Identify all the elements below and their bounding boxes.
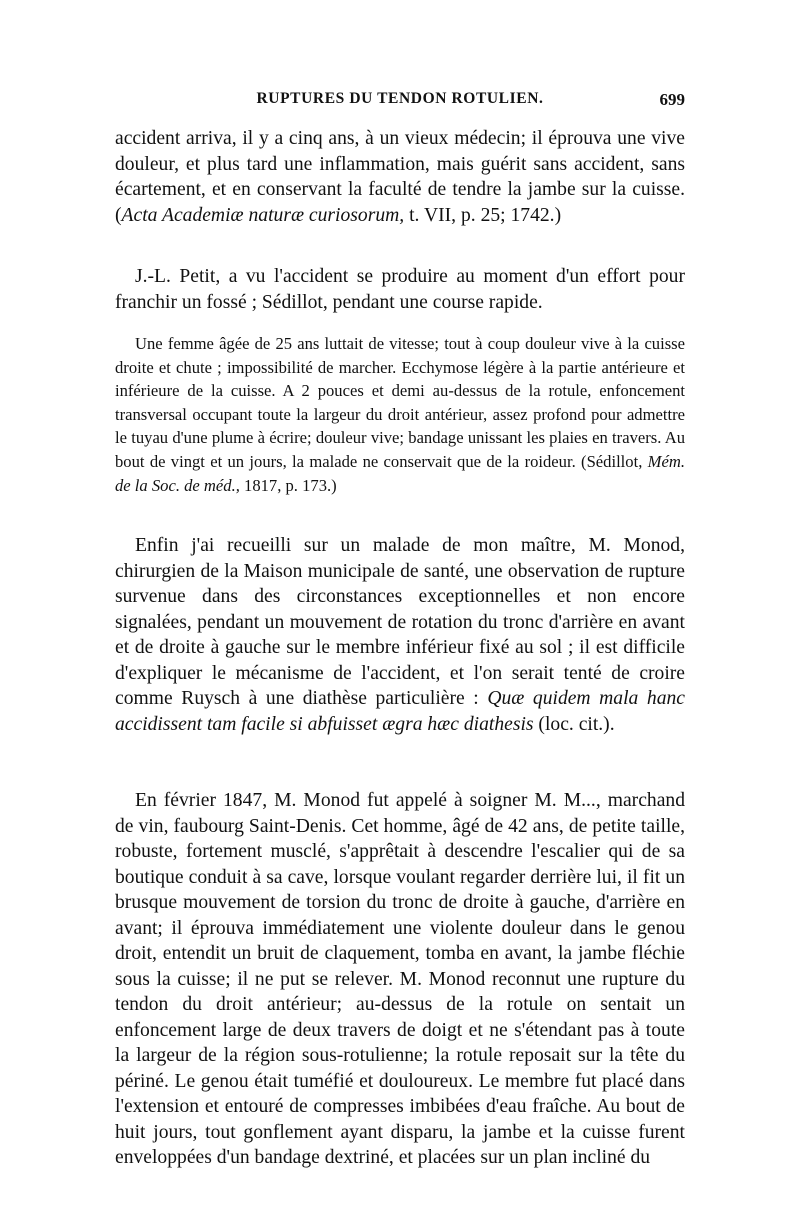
citation-italic: Mém. de la Soc. de méd., — [115, 451, 685, 495]
paragraph-text: Une femme âgée de 25 ans luttait de vitesse; tout à coup douleur vive à la cuisse droite et chute ; impossibilité de marcher. Ecchymose légère à la partie antérieure et inférieure de la cuisse. A 2 pouces et demi au-dessus de la rotule, enfoncement transversal occupant toute la largeur du droit antérieur, assez profond pour admettre le tuyau d'une plume à écrire; douleur vive; bandage unissant les plaies en travers. Au bout de vingt et un jours, la malade ne conservait que de la roideur. (Sédillot, — [115, 334, 685, 471]
paragraph-text: Enfin j'ai recueilli sur un malade de mon maître, M. Monod, chirurgien de la Maison municipale de santé, une observation de rupture survenue dans des circonstances exceptionnelles et non encore signalées, pendant un mouvement de rotation du tronc d'arrière en avant et de droite à gauche sur le membre inférieur fixé au sol ; il est difficile d'expliquer le mécanisme de l'accident, et l'on serait tenté de croire comme Ruysch à une diathèse particulière : — [115, 535, 685, 709]
page-number: 699 — [659, 90, 685, 109]
running-head: RUPTURES DU TENDON ROTULIEN. — [256, 90, 544, 107]
paragraph-text: accident arriva, il y a cinq ans, à un vieux médecin; il éprouva une vive douleur, et plus tard une inflammation, mais guérit sans accident, sans écartement, et en conservant la faculté de tendre la jambe sur la cuisse. ( — [115, 128, 685, 226]
paragraph-petit — [115, 264, 685, 315]
page-header — [115, 90, 685, 118]
latin-quote-italic: Quæ quidem mala hanc accidissent tam facile si abfuisset ægra hæc diathesis — [115, 688, 686, 735]
paragraph-text: 1817, p. 173.) — [239, 475, 337, 495]
paragraph-text: En février 1847, M. Monod fut appelé à soigner M. M..., marchand de vin, faubourg Saint-Denis. Cet homme, âgé de 42 ans, de petite taille, robuste, fortement musclé, s'apprêtait à descendre l'escalier qui de sa boutique conduit à sa cave, lorsque voulant regarder derrière lui, il fit un brusque mouvement de torsion du tronc de droite à gauche, d'arrière en avant; il éprouva immédiatement une violente douleur dans le genou droit, entendit un bruit de claquement, tomba en avant, la jambe fléchie sous la cuisse; il ne put se relever. M. Monod reconnut une rupture du tendon du droit antérieur; au-dessus de la rotule on sentait un enfoncement large de deux travers de doigt et ne s'étendant pas à toute la largeur de la région sous-rotulienne; la rotule reposait sur la tête du périné. Le genou était tuméfié et douloureux. Le membre fut placé dans l'extension et entouré de compresses imbibées d'eau fraîche. Au bout de huit jours, tout gonflement ayant disparu, la jambe et la cuisse furent enveloppées d'un bandage dextriné, et placées sur un plan incliné du — [115, 790, 685, 1168]
paragraph-text: J.-L. Petit, a vu l'accident se produire au moment d'un effort pour franchir un fossé ; Sédillot, pendant une course rapide. — [115, 266, 685, 313]
paragraph-continuation — [115, 126, 685, 228]
paragraph-monod — [115, 533, 685, 737]
case-paragraph-small — [115, 332, 685, 497]
paragraph-text: (loc. cit.). — [533, 713, 615, 735]
paragraph-text: t. VII, p. 25; 1742.) — [404, 204, 562, 226]
citation-italic: Acta Academiæ naturæ curiosorum, — [121, 204, 405, 226]
observation-paragraph — [115, 788, 685, 1171]
